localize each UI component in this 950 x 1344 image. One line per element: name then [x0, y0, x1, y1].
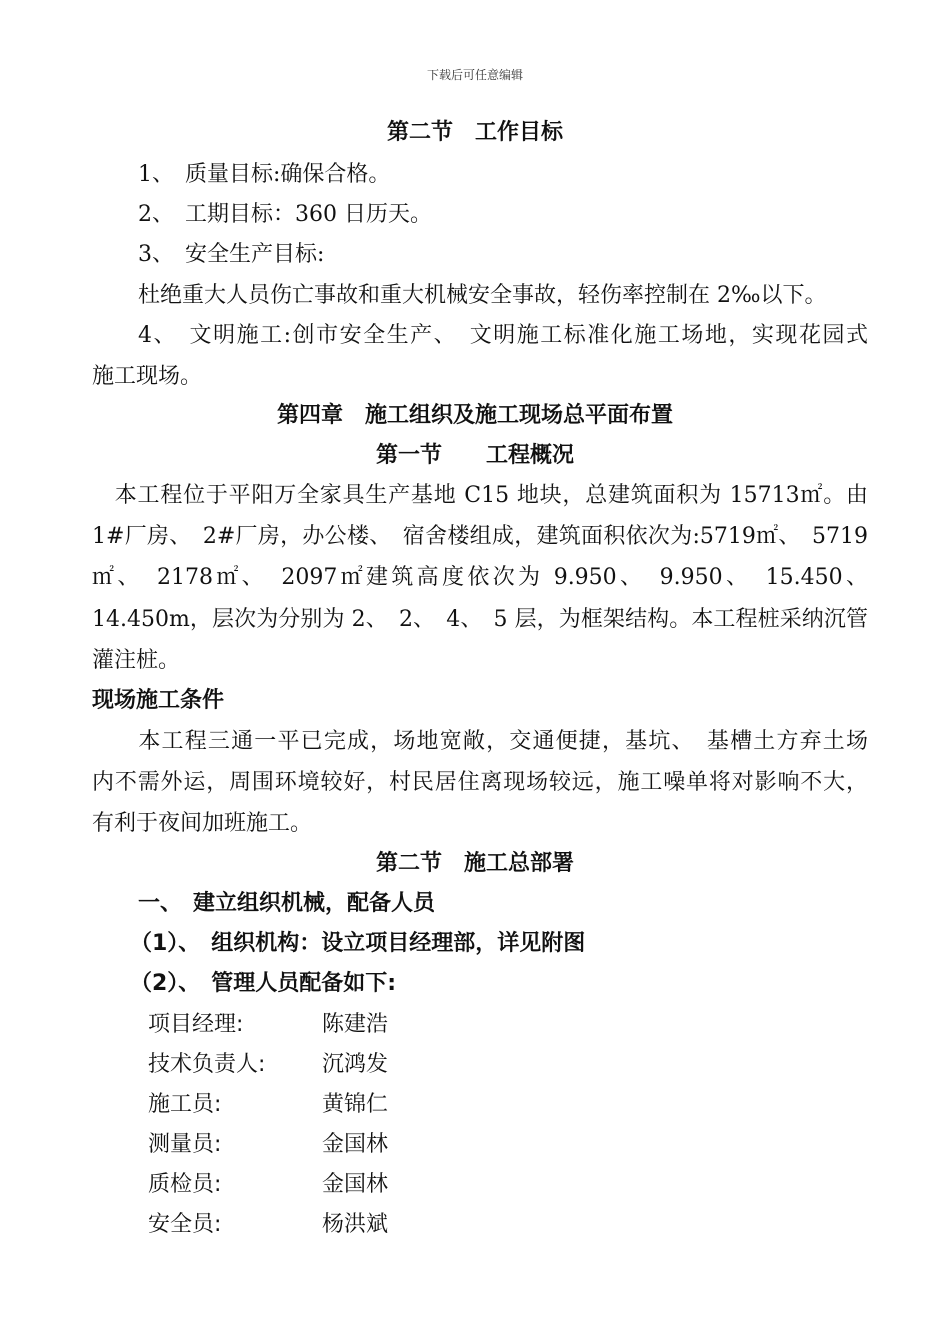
staff-role: 测量员: [148, 1132, 222, 1157]
goal-safety-detail: 杜绝重大人员伤亡事故和重大机械安全事故，轻伤率控制在 2‰以下。 [138, 283, 827, 308]
goal-safety: 3、 安全生产目标: [138, 242, 325, 267]
overview-line-1: 本工程位于平阳万全家具生产基地 C15 地块，总建筑面积为 15713㎡。由 [92, 483, 868, 508]
staff-row-tech-lead [148, 1050, 388, 1080]
staff-name: 杨洪斌 [322, 1212, 389, 1237]
section-title-deployment: 第二节 施工总部署 [375, 851, 574, 876]
staff-row-surveyor [148, 1130, 388, 1160]
overview-line-5: 灌注桩。 [92, 648, 181, 673]
conditions-line-2: 内不需外运，周围环境较好，村民居住离现场较远，施工噪单将对影响不大， [92, 770, 868, 795]
staff-name: 黄锦仁 [322, 1092, 389, 1117]
overview-line-2: 1#厂房、 2#厂房，办公楼、 宿舍楼组成，建筑面积依次为:5719㎡、 5719 [92, 524, 868, 549]
staff-name: 陈建浩 [322, 1012, 389, 1037]
item-org-structure: （1）、 组织机构：设立项目经理部，详见附图 [130, 931, 586, 956]
page-header: 下载后可任意编辑 [426, 68, 523, 82]
overview-line-3: ㎡、 2178㎡、 2097㎡建筑高度依次为 9.950、 9.950、 15.450、 [92, 565, 868, 590]
staff-name: 金国林 [322, 1172, 389, 1197]
goal-civilized-line2: 施工现场。 [92, 364, 203, 389]
item-organization: 一、 建立组织机械，配备人员 [138, 891, 436, 916]
staff-row-manager [148, 1010, 388, 1040]
staff-row-inspector [148, 1170, 388, 1200]
conditions-title: 现场施工条件 [92, 688, 225, 713]
item-staff-heading: （2）、 管理人员配备如下: [130, 971, 397, 996]
overview-line-4: 14.450m，层次为分别为 2、 2、 4、 5 层，为框架结构。本工程桩采纳沉管 [92, 607, 868, 632]
goal-civilized-line1: 4、 文明施工:创市安全生产、 文明施工标准化施工场地，实现花园式 [138, 323, 868, 348]
staff-role: 质检员: [148, 1172, 222, 1197]
staff-row-safety [148, 1210, 388, 1240]
goal-quality: 1、 质量目标:确保合格。 [138, 162, 391, 187]
goal-schedule: 2、 工期目标：360 日历天。 [138, 202, 432, 227]
staff-row-constructor [148, 1090, 388, 1120]
section-title-work-goals: 第二节 工作目标 [386, 120, 563, 145]
conditions-line-3: 有利于夜间加班施工。 [92, 811, 313, 836]
staff-name: 金国林 [322, 1132, 389, 1157]
staff-role: 安全员: [148, 1212, 222, 1237]
chapter-title: 第四章 施工组织及施工现场总平面布置 [276, 403, 673, 428]
section-title-overview: 第一节 工程概况 [375, 443, 574, 468]
staff-name: 沉鸿发 [322, 1052, 389, 1077]
conditions-line-1: 本工程三通一平已完成，场地宽敞，交通便捷，基坑、 基槽土方弃土场 [92, 729, 868, 754]
staff-role: 施工员: [148, 1092, 222, 1117]
staff-role: 技术负责人: [148, 1052, 266, 1077]
staff-role: 项目经理: [148, 1012, 244, 1037]
